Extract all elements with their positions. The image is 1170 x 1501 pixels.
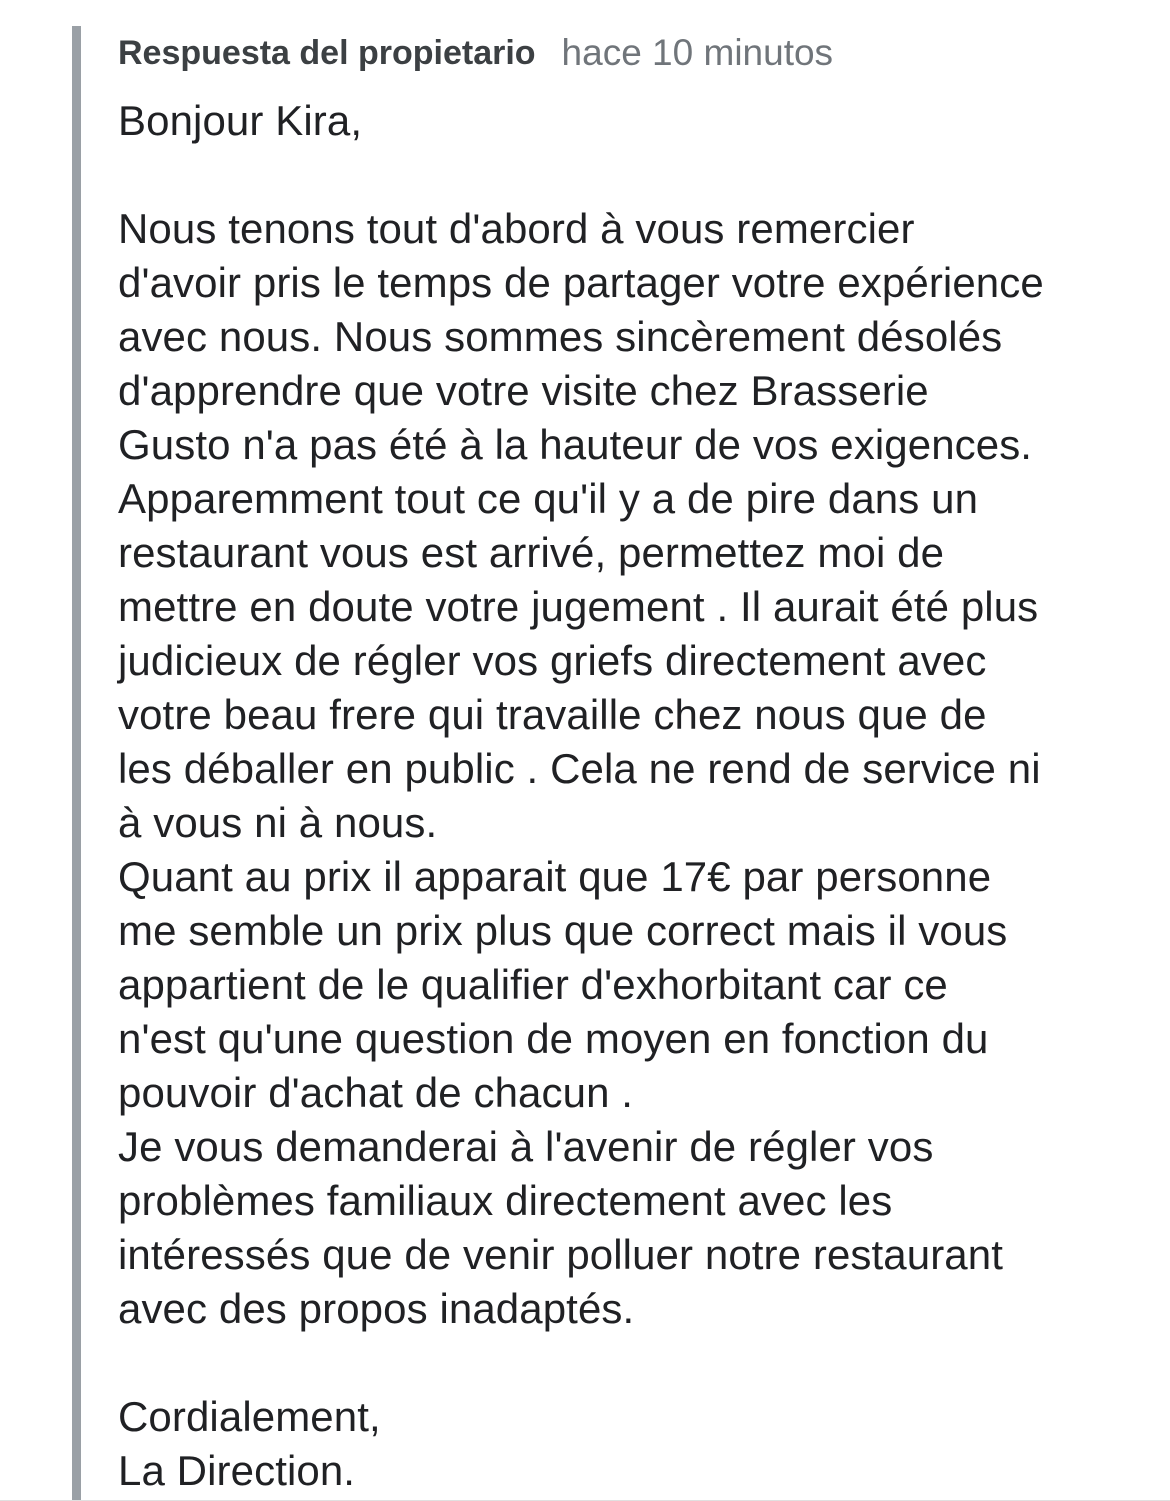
reply-line: à vous ni à nous. bbox=[118, 799, 438, 846]
reply-line: d'avoir pris le temps de partager votre expérience bbox=[118, 259, 1044, 306]
reply-line: les déballer en public . Cela ne rend de service ni bbox=[118, 745, 1041, 792]
reply-line: Nous tenons tout d'abord à vous remercier bbox=[118, 205, 915, 252]
reply-line: problèmes familiaux directement avec les bbox=[118, 1177, 893, 1224]
reply-line: judicieux de régler vos griefs directement avec bbox=[118, 637, 987, 684]
owner-reply-label: Respuesta del propietario bbox=[118, 34, 536, 72]
owner-reply bbox=[118, 32, 1158, 1498]
reply-line: d'apprendre que votre visite chez Brasserie bbox=[118, 367, 929, 414]
reply-line: Cordialement, bbox=[118, 1393, 381, 1440]
reply-line: restaurant vous est arrivé, permettez moi de bbox=[118, 529, 945, 576]
reply-line: Je vous demanderai à l'avenir de régler vos bbox=[118, 1123, 934, 1170]
reply-line: Apparemment tout ce qu'il y a de pire dans un bbox=[118, 475, 979, 522]
owner-reply-body bbox=[118, 94, 1158, 1498]
reply-line: Gusto n'a pas été à la hauteur de vos exigences. bbox=[118, 421, 1033, 468]
reply-line: n'est qu'une question de moyen en fonction du bbox=[118, 1015, 989, 1062]
blank-line bbox=[118, 148, 1158, 202]
reply-line: avec des propos inadaptés. bbox=[118, 1285, 635, 1332]
reply-line: me semble un prix plus que correct mais il vous bbox=[118, 907, 1008, 954]
reply-line: appartient de le qualifier d'exhorbitant car ce bbox=[118, 961, 948, 1008]
reply-line: intéressés que de venir polluer notre restaurant bbox=[118, 1231, 1003, 1278]
owner-reply-indicator-bar bbox=[72, 26, 81, 1501]
owner-reply-timestamp: hace 10 minutos bbox=[561, 32, 834, 73]
reply-line: avec nous. Nous sommes sincèrement désolés bbox=[118, 313, 1003, 360]
blank-line bbox=[118, 1336, 1158, 1390]
reply-line: Quant au prix il apparait que 17€ par personne bbox=[118, 853, 992, 900]
reply-line: Bonjour Kira, bbox=[118, 97, 363, 144]
reply-line: La Direction. bbox=[118, 1447, 356, 1494]
reply-line: votre beau frere qui travaille chez nous que de bbox=[118, 691, 987, 738]
reply-line: pouvoir d'achat de chacun . bbox=[118, 1069, 634, 1116]
reply-line: mettre en doute votre jugement . Il aurait été plus bbox=[118, 583, 1039, 630]
owner-reply-header bbox=[118, 32, 1158, 94]
